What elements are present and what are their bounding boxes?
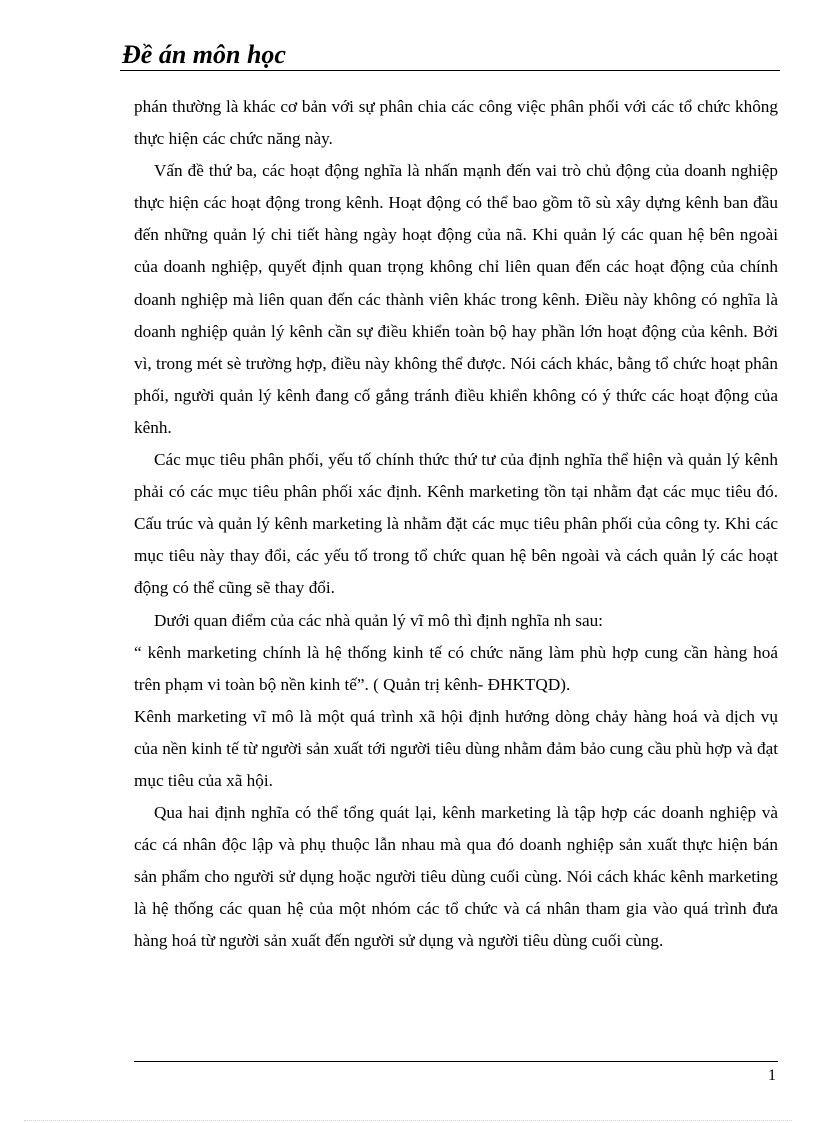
page-number: 1 xyxy=(768,1067,776,1084)
paragraph-summary: Qua hai định nghĩa có thể tổng quát lại, kênh marketing là tập hợp các doanh nghiệp và các cá nhân độc lập và phụ thuộc lẫn nhau mà qua đó doanh nghiệp sản xuất thực hiện bán sản phẩm cho người sử dụng hoặc người tiêu dùng cuối cùng. Nói cách khác kênh marketing là hệ thống các quan hệ của một nhóm các tổ chức và cá nhân tham gia vào quá trình đưa hàng hoá từ người sản xuất đến người sử dụng và người tiêu dùng cuối cùng. xyxy=(134,803,778,951)
header-divider xyxy=(120,70,780,71)
document-body xyxy=(134,91,778,958)
paragraph-macro-view-intro: Dưới quan điểm của các nhà quản lý vĩ mô thì định nghĩa nh sau: xyxy=(154,610,603,630)
paragraph-third-issue: Vấn đề thứ ba, các hoạt động nghĩa là nhấn mạnh đến vai trò chủ động của doanh nghiệp thực hiện các hoạt động trong kênh. Hoạt động có thể bao gồm tõ sù xây dựng kênh ban đầu đến những quản lý chi tiết hàng ngày hoạt động của nã. Khi quản lý các quan hệ bên ngoài của doanh nghiệp, quyết định quan trọng không chỉ liên quan đến các hoạt động của chính doanh nghiệp mà liên quan đến các thành viên khác trong kênh. Điều này không có nghĩa là doanh nghiệp quản lý kênh cần sự điều khiển toàn bộ hay phần lớn hoạt động của kênh. Bởi vì, trong mét sè trường hợp, điều này không thể được. Nói cách khác, bằng tổ chức hoạt phân phối, người quản lý kênh đang cố gắng tránh điều khiển không có ý thức các hoạt động của kênh. xyxy=(134,161,778,437)
page-header-title: Đề án môn học xyxy=(122,40,286,69)
paragraph-distribution-goals: Các mục tiêu phân phối, yếu tố chính thức thứ tư của định nghĩa thể hiện và quản lý kênh phải có các mục tiêu phân phối xác định. Kênh marketing tồn tại nhằm đạt các mục tiêu đó. Cấu trúc và quản lý kênh marketing là nhằm đặt các mục tiêu phân phối của công ty. Khi các mục tiêu này thay đổi, các yếu tố trong tổ chức quan hệ bên ngoài và cách quản lý các hoạt động có thể cũng sẽ thay đổi. xyxy=(134,450,778,598)
paragraph-macro-channel: Kênh marketing vĩ mô là một quá trình xã hội định hướng dòng chảy hàng hoá và dịch vụ của nền kinh tế từ người sản xuất tới người tiêu dùng nhằm đảm bảo cung cầu phù hợp và đạt mục tiêu của xã hội. xyxy=(134,706,778,790)
paragraph-quote-definition: “ kênh marketing chính là hệ thống kinh tế có chức năng làm phù hợp cung cần hàng hoá trên phạm vi toàn bộ nền kinh tế”. ( Quản trị kênh- ĐHKTQD). xyxy=(134,642,778,694)
page-bottom-edge xyxy=(24,1120,792,1121)
footer-divider xyxy=(134,1061,778,1062)
paragraph-continuation: phán thường là khác cơ bản với sự phân chia các công việc phân phối với các tổ chức không thực hiện các chức năng này. xyxy=(134,97,778,149)
